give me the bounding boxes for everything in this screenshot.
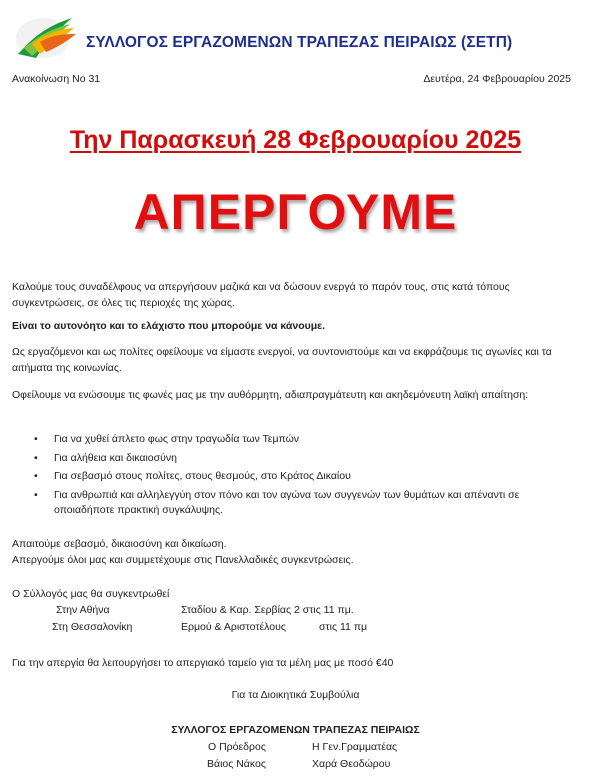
secretary-title: Η Γεν.Γραμματέας — [312, 741, 398, 753]
assembly-label: Ο Σύλλογός μας θα συγκεντρωθεί — [12, 588, 170, 600]
list-item: • Για σεβασμό στους πολίτες, στους θεσμούς, στο Κράτος Δικαίου — [12, 469, 572, 485]
athens-city: Στην Αθήνα — [56, 604, 110, 616]
strike-fund-note: Για την απεργία θα λειτουργήσει το απεργιακό ταμείο για τα μέλη μας με ποσό €40 — [12, 657, 394, 669]
president-name: Βάιος Νάκος — [207, 758, 266, 770]
bullet-icon: • — [34, 433, 38, 445]
list-item: • Για να χυθεί άπλετο φως στην τραγωδία των Τεμπών — [12, 432, 572, 448]
thessaloniki-city: Στη Θεσσαλονίκη — [52, 621, 133, 633]
thessaloniki-time: στις 11 πμ — [319, 621, 368, 633]
paragraph-duty: Ως εργαζόμενοι και ως πολίτες οφείλουμε να είμαστε ενεργοί, να συντονιστούμε και να εκφράζουμε τις αγωνίες και τα αιτήματα της κοινωνίας. — [12, 346, 552, 374]
union-logo — [10, 14, 80, 60]
bullet-icon: • — [34, 470, 38, 482]
closing-line-1: Απαιτούμε σεβασμό, δικαιοσύνη και δικαίωση. — [12, 538, 227, 550]
assembly-athens — [0, 603, 591, 619]
strike-date-headline: Την Παρασκευή 28 Φεβρουαρίου 2025 — [69, 126, 522, 154]
signature-org: ΣΥΛΛΟΓΟΣ ΕΡΓΑΖΟΜΕΝΩΝ ΤΡΑΠΕΖΑΣ ΠΕΙΡΑΙΩΣ — [171, 724, 420, 736]
thessaloniki-place: Ερμού & Αριστοτέλους — [181, 621, 286, 633]
for-board-label: Για τα Διοικητικά Συμβούλια — [231, 689, 360, 701]
athens-place: Σταδίου & Καρ. Σερβίας 2 στις 11 πμ. — [181, 604, 354, 616]
president-title: Ο Πρόεδρος — [208, 741, 266, 753]
list-item: • Για αλήθεια και δικαιοσύνη — [12, 451, 572, 467]
announcement-date: Δευτέρα, 24 Φεβρουαρίου 2025 — [423, 73, 571, 85]
demands-list — [12, 432, 572, 522]
bullet-icon: • — [34, 451, 38, 464]
org-title: ΣΥΛΛΟΓΟΣ ΕΡΓΑΖΟΜΕΝΩΝ ΤΡΑΠΕΖΑΣ ΠΕΙΡΑΙΩΣ (ΣΕΤΠ) — [86, 34, 513, 51]
list-item: • Για ανθρωπιά και αλληλεγγύη στον πόνο και τον αγώνα των συγγενών των θυμάτων και απέναντι σε οποιαδήποτε πρακτική συγκάλυψης. — [34, 488, 520, 516]
paragraph-closing — [12, 537, 572, 568]
paragraph-emphasis: Είναι το αυτονόητο και το ελάχιστο που μπορούμε να κάνουμε. — [12, 320, 326, 332]
strike-headline: ΑΠΕΡΓΟΥΜΕ — [133, 184, 458, 240]
secretary-name: Χαρά Θεοδώρου — [312, 758, 391, 770]
bullet-icon: • — [34, 488, 38, 501]
assembly-thessaloniki — [0, 620, 591, 636]
announcement-number: Ανακοίνωση Νο 31 — [12, 73, 101, 85]
closing-line-2: Απεργούμε όλοι μας και συμμετέχουμε στις Πανελλαδικές συγκεντρώσεις. — [12, 553, 354, 566]
paragraph-call: Καλούμε τους συναδέλφους να απεργήσουν μαζικά και να δώσουν ενεργά το παρόν τους, στις κατά τόπους συγκεντρώσεις, σε όλες τις περιοχές της χώρας. — [12, 281, 510, 309]
paragraph-demand: Οφείλουμε να ενώσουμε τις φωνές μας με την αυθόρμητη, αδιαπραγμάτευτη και ακηδεμόνευτη λαϊκή απαίτηση: — [12, 389, 529, 401]
